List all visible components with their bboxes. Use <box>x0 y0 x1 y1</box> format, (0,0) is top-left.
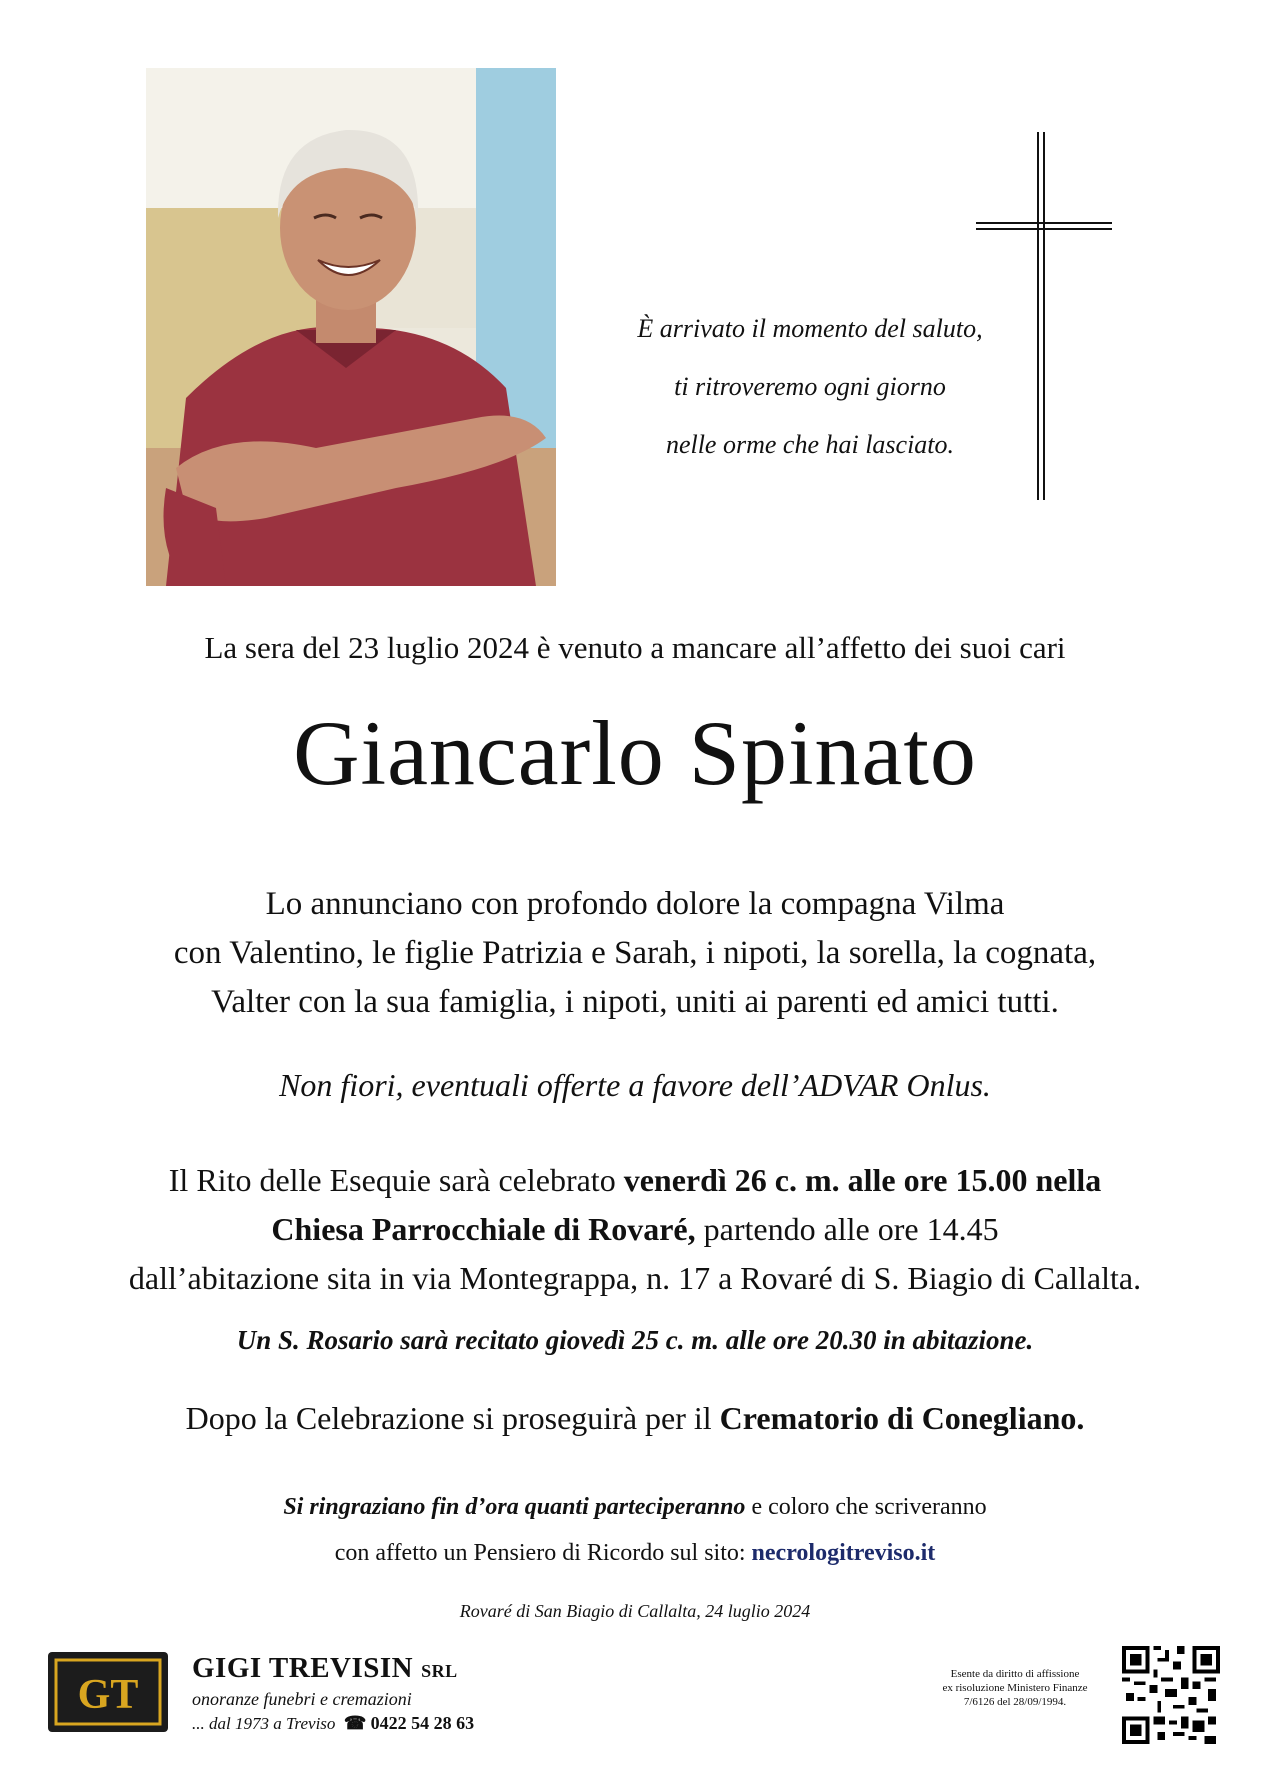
place-date: Rovaré di San Biagio di Callalta, 24 luglio 2024 <box>459 1601 811 1621</box>
quote-line: nelle orme che hai lasciato. <box>665 430 955 459</box>
exemption-line: ex risoluzione Ministero Finanze <box>942 1682 1088 1694</box>
deceased-name: Giancarlo Spinato <box>293 702 977 804</box>
company-since <box>192 1713 592 1734</box>
rite-line-3: dall’abitazione sita in via Montegrappa, n. 17 a Rovaré di S. Biagio di Callalta. <box>128 1260 1142 1296</box>
rite-departure: partendo alle ore 14.45 <box>695 1211 999 1247</box>
quote-line: È arrivato il momento del saluto, <box>637 314 983 343</box>
company-info <box>192 1652 592 1734</box>
website-link[interactable]: necrologitreviso.it <box>751 1540 936 1566</box>
crematorium-name: Crematorio di Conegliano. <box>719 1400 1085 1436</box>
announcement-line: Valter con la sua famiglia, i nipoti, uniti ai parenti ed amici tutti. <box>211 984 1059 1020</box>
cross-icon <box>976 132 1112 500</box>
thanks-text: e coloro che scriveranno <box>745 1494 987 1520</box>
company-title <box>192 1652 592 1685</box>
company-logo <box>48 1652 168 1732</box>
tax-exemption-note <box>920 1667 1110 1709</box>
rite-line-1 <box>0 1156 1270 1205</box>
company-tagline: onoranze funebri e cremazioni <box>192 1689 412 1709</box>
flowers-note: Non fiori, eventuali offerte a favore dell’ADVAR Onlus. <box>279 1067 991 1103</box>
death-announcement: La sera del 23 luglio 2024 è venuto a mancare all’affetto dei suoi cari <box>204 630 1066 665</box>
rite-church: Chiesa Parrocchiale di Rovaré, <box>271 1211 696 1247</box>
company-phone: 0422 54 28 63 <box>370 1713 475 1733</box>
company-name: GIGI TREVISIN <box>192 1652 414 1684</box>
logo-text: GT <box>77 1672 139 1718</box>
deceased-photo <box>146 68 556 586</box>
cremation-note <box>0 1400 1270 1437</box>
thanks-text-2: con affetto un Pensiero di Ricordo sul sito: <box>334 1540 752 1566</box>
rite-line-2 <box>0 1205 1270 1254</box>
phone-icon: ☎ <box>343 1713 367 1733</box>
company-suffix: SRL <box>421 1661 458 1681</box>
company-since-text: ... dal 1973 a Treviso <box>192 1714 336 1733</box>
family-announcement <box>0 880 1270 1027</box>
funeral-rite-info <box>0 1156 1270 1303</box>
announcement-line: Lo annunciano con profondo dolore la compagna Vilma <box>265 886 1005 922</box>
thanks-line-1 <box>0 1484 1270 1530</box>
thanks-note <box>0 1484 1270 1576</box>
exemption-line: 7/6126 del 28/09/1994. <box>963 1696 1067 1708</box>
exemption-line: Esente da diritto di affissione <box>950 1668 1080 1680</box>
cremation-text: Dopo la Celebrazione si proseguirà per il <box>185 1400 720 1436</box>
rite-date-time: venerdì 26 c. m. alle ore 15.00 nella <box>623 1162 1102 1198</box>
announcement-line: con Valentino, le figlie Patrizia e Sarah, i nipoti, la sorella, la cognata, <box>173 935 1097 971</box>
rosary-note: Un S. Rosario sarà recitato giovedì 25 c. m. alle ore 20.30 in abitazione. <box>236 1325 1034 1355</box>
quote-line: ti ritroveremo ogni giorno <box>674 372 946 401</box>
memorial-quote <box>585 300 1035 474</box>
thanks-bold: Si ringraziano fin d’ora quanti parteciperanno <box>283 1494 746 1520</box>
rite-text: Il Rito delle Esequie sarà celebrato <box>168 1162 624 1198</box>
thanks-line-2 <box>0 1530 1270 1576</box>
qr-code-icon[interactable] <box>1122 1646 1220 1744</box>
